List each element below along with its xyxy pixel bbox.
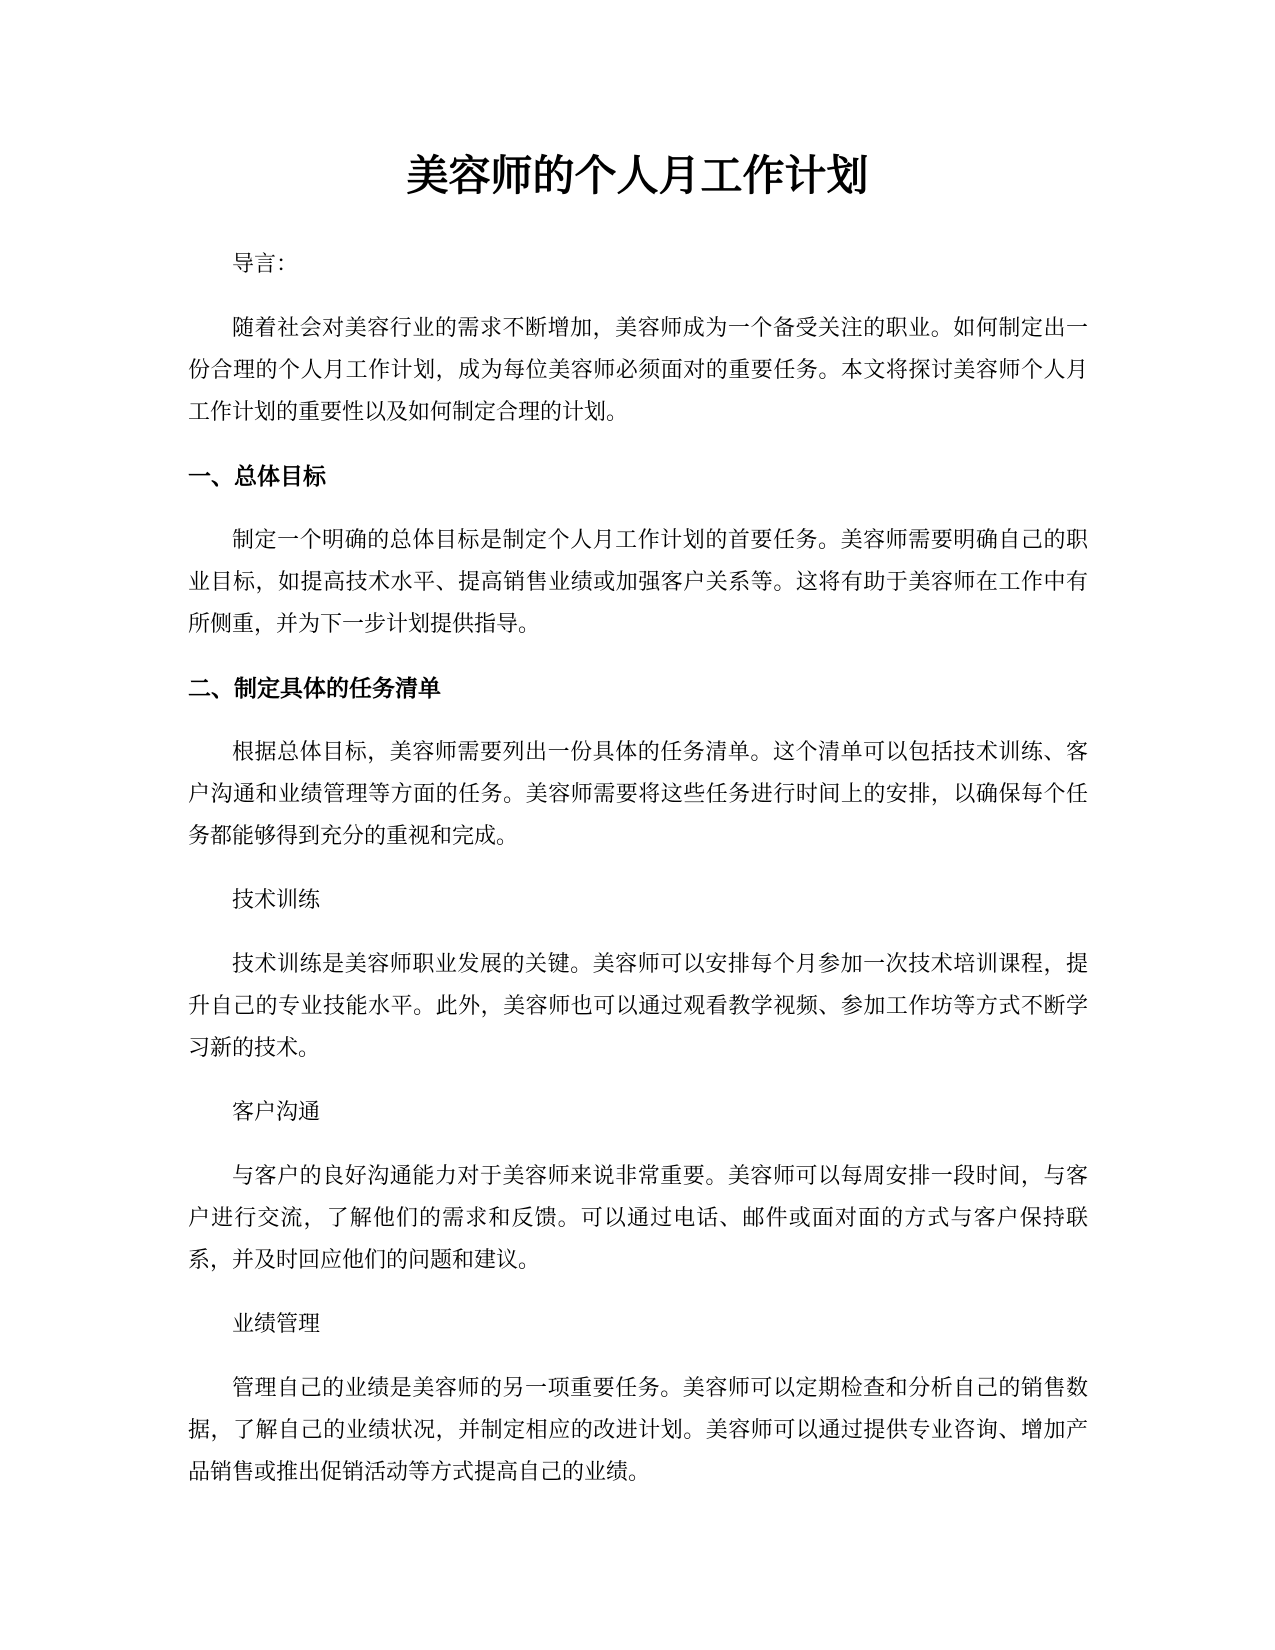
subsection-paragraph-performance: 管理自己的业绩是美容师的另一项重要任务。美容师可以定期检查和分析自己的销售数据，了解自己的业绩状况，并制定相应的改进计划。美容师可以通过提供专业咨询、增加产品销售或推出促销活动等方式提高自己的业绩。	[188, 1376, 1088, 1485]
intro-paragraph: 随着社会对美容行业的需求不断增加，美容师成为一个备受关注的职业。如何制定出一份合理的个人月工作计划，成为每位美容师必须面对的重要任务。本文将探讨美容师个人月工作计划的重要性以及如何制定合理的计划。	[188, 316, 1088, 425]
subsection-paragraph-communication: 与客户的良好沟通能力对于美容师来说非常重要。美容师可以每周安排一段时间，与客户进行交流，了解他们的需求和反馈。可以通过电话、邮件或面对面的方式与客户保持联系，并及时回应他们的问题和建议。	[188, 1164, 1088, 1273]
intro-label: 导言：	[232, 252, 299, 277]
section-paragraph-goals: 制定一个明确的总体目标是制定个人月工作计划的首要任务。美容师需要明确自己的职业目标，如提高技术水平、提高销售业绩或加强客户关系等。这将有助于美容师在工作中有所侧重，并为下一步计划提供指导。	[188, 528, 1088, 637]
subsection-paragraph-training: 技术训练是美容师职业发展的关键。美容师可以安排每个月参加一次技术培训课程，提升自己的专业技能水平。此外，美容师也可以通过观看教学视频、参加工作坊等方式不断学习新的技术。	[188, 952, 1088, 1061]
document-body	[188, 244, 1088, 1494]
section-heading-tasks: 二、制定具体的任务清单	[188, 676, 441, 702]
subsection-label-training: 技术训练	[232, 888, 321, 913]
section-paragraph-tasks: 根据总体目标，美容师需要列出一份具体的任务清单。这个清单可以包括技术训练、客户沟通和业绩管理等方面的任务。美容师需要将这些任务进行时间上的安排，以确保每个任务都能够得到充分的重视和完成。	[188, 740, 1088, 849]
page-title: 美容师的个人月工作计划	[406, 151, 869, 200]
subsection-label-performance: 业绩管理	[232, 1312, 321, 1337]
subsection-label-communication: 客户沟通	[232, 1100, 321, 1125]
section-heading-goals: 一、总体目标	[188, 464, 326, 490]
